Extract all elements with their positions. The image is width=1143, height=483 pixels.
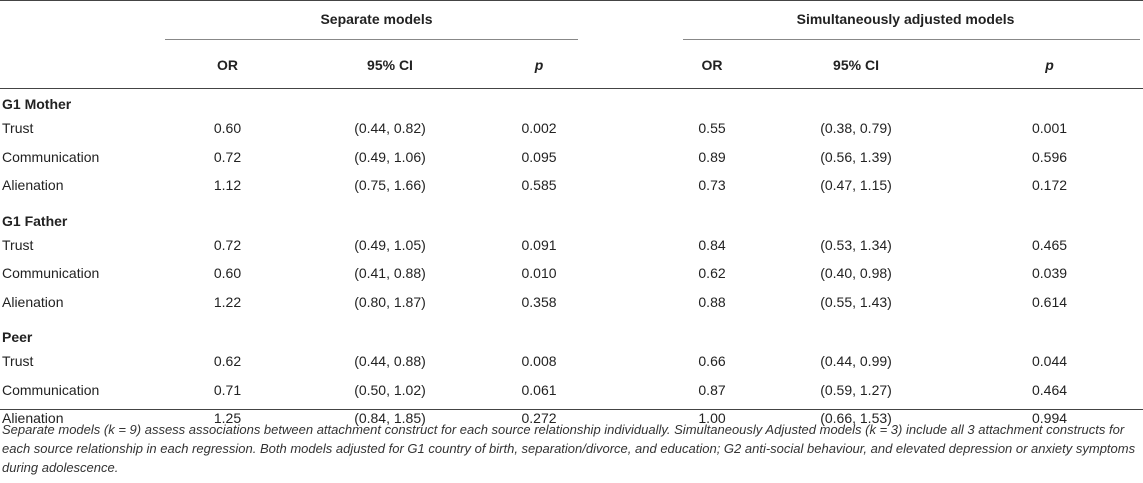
col-header-ci-simultaneous: 95% CI xyxy=(833,57,879,73)
cell-ci-separate: (0.49, 1.05) xyxy=(354,236,426,253)
cell-ci-simultaneous: (0.40, 0.98) xyxy=(820,265,892,282)
cell-ci-simultaneous: (0.47, 1.15) xyxy=(820,177,892,194)
row-label: Alienation xyxy=(2,410,64,427)
cell-p-separate: 0.061 xyxy=(521,381,557,398)
cell-p-simultaneous: 0.039 xyxy=(1032,265,1068,282)
group-header-separate xyxy=(165,0,588,45)
empty-cell xyxy=(588,0,668,45)
cell-or-simultaneous: 0.88 xyxy=(698,293,726,310)
row-label: Communication xyxy=(2,381,100,398)
cell-or-simultaneous: 0.89 xyxy=(698,148,726,165)
cell-p-separate: 0.095 xyxy=(521,148,557,165)
row-label: Trust xyxy=(2,353,34,370)
section-row xyxy=(0,83,1143,114)
cell-or-separate: 0.71 xyxy=(213,381,242,398)
cell-ci-separate: (0.75, 1.66) xyxy=(354,177,426,194)
empty-cell xyxy=(588,45,668,83)
section-row xyxy=(0,200,1143,231)
section-title: Peer xyxy=(2,329,33,345)
cell-p-separate: 0.272 xyxy=(521,410,557,427)
cell-ci-simultaneous: (0.55, 1.43) xyxy=(820,293,892,310)
empty-cell xyxy=(588,143,668,172)
cell-ci-separate: (0.41, 0.88) xyxy=(354,265,426,282)
cell-ci-simultaneous: (0.66, 1.53) xyxy=(820,410,892,427)
row-label: Communication xyxy=(2,265,100,282)
col-header-p-separate: p xyxy=(534,57,544,73)
column-header-row xyxy=(0,45,1143,83)
cell-or-simultaneous: 1.00 xyxy=(698,410,726,427)
table-row xyxy=(0,231,1143,260)
cell-or-simultaneous: 0.87 xyxy=(698,381,726,398)
cell-p-simultaneous: 0.464 xyxy=(1032,381,1068,398)
row-label: Communication xyxy=(2,148,100,165)
empty-cell xyxy=(588,171,668,200)
cell-or-simultaneous: 0.62 xyxy=(698,265,726,282)
col-header-p-simultaneous: p xyxy=(1045,57,1054,73)
cell-or-simultaneous: 0.55 xyxy=(698,120,726,137)
col-header-ci-separate: 95% CI xyxy=(367,57,413,73)
row-label: Alienation xyxy=(2,293,64,310)
cell-ci-separate: (0.80, 1.87) xyxy=(354,293,426,310)
empty-cell xyxy=(588,114,668,143)
table-row xyxy=(0,114,1143,143)
col-header-or-simultaneous: OR xyxy=(701,57,723,73)
empty-cell xyxy=(588,347,668,376)
group-header-row xyxy=(0,0,1143,45)
row-label: Alienation xyxy=(2,177,64,194)
cell-p-simultaneous: 0.596 xyxy=(1032,148,1068,165)
table-footnote: Separate models (k = 9) assess associations between attachment construct for each source relationship individually. Simultaneously Adjusted models (k = 3) include all 3 attachment constructs for each source relationship in each regression. Both models adjusted for G1 country of birth, separation/divorce, and education; G2 anti-social behaviour, and elevated depression or anxiety symptoms during adolescence. xyxy=(2,422,1136,475)
cell-ci-separate: (0.44, 0.88) xyxy=(354,353,426,370)
group-header-simultaneous-label: Simultaneously adjusted models xyxy=(796,11,1015,27)
cell-ci-separate: (0.84, 1.85) xyxy=(354,410,426,427)
cell-or-separate: 0.62 xyxy=(213,353,242,370)
cell-or-simultaneous: 0.66 xyxy=(698,353,726,370)
cell-or-separate: 1.12 xyxy=(213,177,242,194)
empty-cell xyxy=(588,231,668,260)
group-header-simultaneous xyxy=(668,0,1143,45)
row-label: Trust xyxy=(2,120,34,137)
cell-p-separate: 0.358 xyxy=(521,293,557,310)
cell-p-simultaneous: 0.994 xyxy=(1032,410,1068,427)
group-header-separate-label: Separate models xyxy=(320,11,433,27)
section-title: G1 Mother xyxy=(2,96,72,112)
cell-ci-simultaneous: (0.53, 1.34) xyxy=(820,236,892,253)
cell-p-simultaneous: 0.465 xyxy=(1032,236,1068,253)
empty-cell xyxy=(588,259,668,288)
cell-p-separate: 0.010 xyxy=(521,265,557,282)
cell-or-separate: 1.22 xyxy=(213,293,242,310)
table-row xyxy=(0,171,1143,200)
cell-or-simultaneous: 0.73 xyxy=(698,177,726,194)
cell-p-separate: 0.008 xyxy=(521,353,557,370)
cell-p-separate: 0.585 xyxy=(521,177,557,194)
cell-or-separate: 1.25 xyxy=(213,410,242,427)
cell-or-separate: 0.72 xyxy=(213,236,242,253)
cell-ci-separate: (0.44, 0.82) xyxy=(354,120,426,137)
table-row xyxy=(0,288,1143,317)
empty-cell xyxy=(0,0,165,45)
cell-p-separate: 0.002 xyxy=(521,120,557,137)
empty-cell xyxy=(588,288,668,317)
table-row xyxy=(0,376,1143,405)
table-row xyxy=(0,143,1143,172)
table-row xyxy=(0,347,1143,376)
cell-ci-separate: (0.49, 1.06) xyxy=(354,148,426,165)
empty-cell xyxy=(0,45,165,83)
cell-p-separate: 0.091 xyxy=(521,236,557,253)
cell-or-simultaneous: 0.84 xyxy=(698,236,726,253)
cell-p-simultaneous: 0.172 xyxy=(1032,177,1068,194)
cell-ci-simultaneous: (0.59, 1.27) xyxy=(820,381,892,398)
table-bottom-rule xyxy=(0,409,1143,410)
row-label: Trust xyxy=(2,236,34,253)
cell-ci-simultaneous: (0.56, 1.39) xyxy=(820,148,892,165)
cell-ci-simultaneous: (0.38, 0.79) xyxy=(820,120,892,137)
cell-or-separate: 0.60 xyxy=(213,120,242,137)
cell-or-separate: 0.72 xyxy=(213,148,242,165)
cell-ci-separate: (0.50, 1.02) xyxy=(354,381,426,398)
cell-p-simultaneous: 0.001 xyxy=(1032,120,1068,137)
section-row xyxy=(0,316,1143,347)
table-row xyxy=(0,259,1143,288)
cell-or-separate: 0.60 xyxy=(213,265,242,282)
cell-p-simultaneous: 0.044 xyxy=(1032,353,1068,370)
cell-ci-simultaneous: (0.44, 0.99) xyxy=(820,353,892,370)
empty-cell xyxy=(588,376,668,405)
section-title: G1 Father xyxy=(2,212,68,229)
col-header-or-separate: OR xyxy=(217,57,238,73)
cell-p-simultaneous: 0.614 xyxy=(1032,293,1068,310)
